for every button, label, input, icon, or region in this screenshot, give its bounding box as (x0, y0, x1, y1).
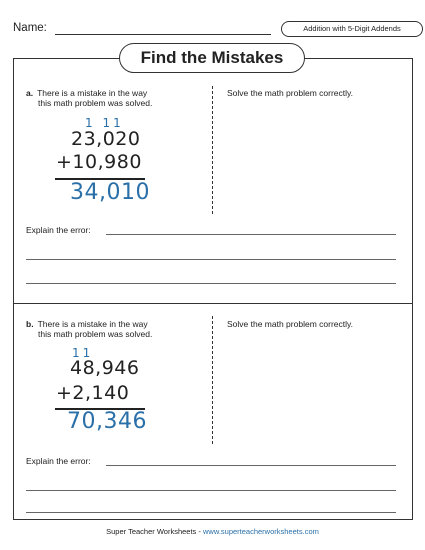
problem-b-explain-line-2[interactable] (26, 490, 396, 491)
name-row (13, 20, 413, 40)
footer (0, 527, 425, 536)
problem-a-answer: 34,010 (70, 180, 150, 205)
problem-b-solve-label: Solve the math problem correctly. (227, 319, 353, 329)
problem-a-divider (212, 86, 213, 214)
page-title: Find the Mistakes (119, 43, 305, 73)
problem-b-answer: 70,346 (67, 409, 147, 434)
problem-a-prompt: a. There is a mistake in the way this math problem was solved. (26, 88, 153, 108)
topic-badge: Addition with 5-Digit Addends (281, 21, 423, 37)
problem-a-carry: 1 11 (85, 116, 124, 130)
problem-a-explain-line-1[interactable] (106, 234, 396, 235)
problem-a-addend-1: 23,020 (71, 128, 141, 150)
problem-a-explain-line-3[interactable] (26, 283, 396, 284)
problem-b-prompt: b. There is a mistake in the way this math problem was solved. (26, 319, 153, 339)
name-label: Name: (13, 22, 47, 34)
name-line[interactable] (55, 34, 271, 35)
problem-a-addend-2: +10,980 (56, 151, 142, 173)
problem-a-explain-label: Explain the error: (26, 225, 91, 235)
footer-brand: Super Teacher Worksheets (106, 527, 197, 536)
problem-a-explain-line-2[interactable] (26, 259, 396, 260)
problem-a-solve-label: Solve the math problem correctly. (227, 88, 353, 98)
problem-b-explain-line-3[interactable] (26, 512, 396, 513)
problem-b-addend-2: +2,140 (56, 382, 130, 404)
problem-b-explain-line-1[interactable] (106, 465, 396, 466)
problem-b-divider (212, 316, 213, 444)
problem-b-carry: 11 (72, 346, 94, 360)
problem-b-explain-label: Explain the error: (26, 456, 91, 466)
section-divider (13, 303, 413, 304)
problem-b-addend-1: 48,946 (70, 357, 140, 379)
problem-a-letter: a. (26, 88, 34, 98)
footer-link[interactable]: www.superteacherworksheets.com (202, 527, 319, 536)
problem-b-letter: b. (26, 319, 34, 329)
footer-separator: - (196, 527, 203, 536)
